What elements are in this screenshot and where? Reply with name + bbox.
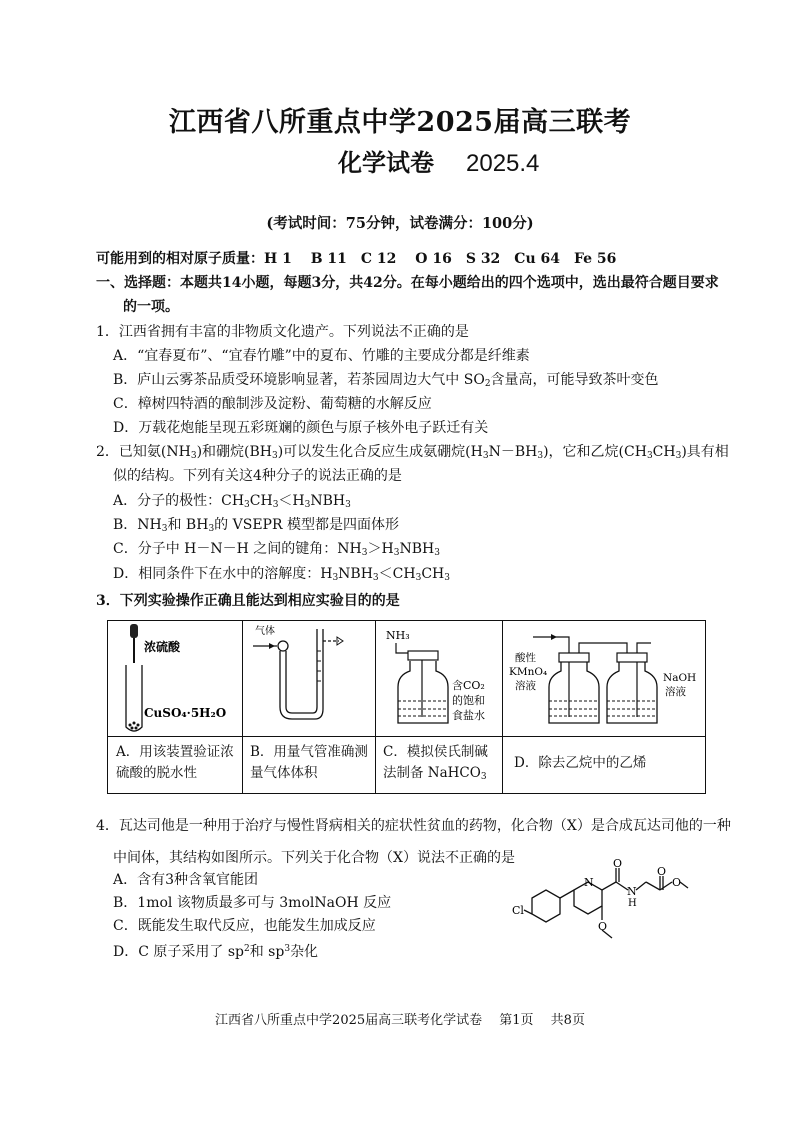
section-heading-line1: 一、选择题：本题共14小题，每题3分，共42分。在每小题给出的四个选项中，选出最符合题目要求: [96, 275, 719, 291]
exam-date: 2025.4: [466, 150, 540, 177]
q2-option-b: B．$NH_3$和 $BH_3$的 VSEPR 模型都是四面体形: [113, 517, 399, 534]
atomic-masses: 可能用到的相对原子质量：H 1 B 11 C 12 O 16 S 32 Cu 64 Fe 56: [96, 251, 617, 267]
atom-cl: Cl: [512, 904, 524, 917]
label-gas: 气体: [255, 626, 275, 637]
figure-a-apparatus: [108, 621, 242, 736]
dropper-bulb: [130, 624, 138, 638]
atom-h-amide: H: [628, 898, 637, 909]
atom-o-methoxy: O: [598, 920, 608, 933]
label-naoh: NaOH: [663, 672, 697, 684]
label-saturated: 的饱和: [452, 694, 485, 707]
gas-washing-bottle: [398, 661, 448, 723]
q1-option-b: B．庐山云雾茶品质受环境影响显著，若茶园周边大气中 $SO_2$含量高，可能导致茶叶变色: [113, 372, 659, 389]
atom-n-amide: N: [627, 885, 637, 898]
compound-x-structure: [512, 858, 692, 948]
bottle-stopper: [408, 651, 438, 660]
label-co2: 含CO₂: [452, 679, 485, 692]
q4-option-b: B．1mol 该物质最多可与 3molNaOH 反应: [113, 895, 392, 911]
label-brine: 食盐水: [452, 709, 485, 722]
q4-option-c: C．既能发生取代反应，也能发生加成反应: [113, 918, 376, 934]
label-solution-2: 溶液: [665, 686, 686, 698]
page-footer: 江西省八所重点中学2025届高三联考化学试卷 第1页 共8页: [215, 1013, 585, 1028]
q3-figure-table: [107, 620, 706, 794]
washing-bottle-2: [607, 662, 657, 723]
q3-caption-c: C．模拟侯氏制碱法制备 NaHCO$_3$: [383, 744, 488, 782]
stopcock: [278, 641, 288, 651]
q1-stem: 1．江西省拥有丰富的非物质文化遗产。下列说法不正确的是: [96, 324, 469, 340]
q2-option-d: D．相同条件下在水中的溶解度：$H_3NBH_3<CH_3CH_3$: [113, 566, 450, 583]
q2-option-a: A．分子的极性：$CH_3CH_3<H_3NBH_3$: [113, 493, 351, 510]
q4-option-a: A．含有3种含氧官能团: [113, 872, 259, 888]
subject-name: 化学试卷: [338, 148, 434, 177]
section-heading-line2: 的一项。: [123, 299, 179, 315]
atom-o-ester: O: [672, 876, 682, 889]
test-tube: [126, 665, 142, 731]
washing-bottle-1: [549, 662, 599, 723]
q2-option-c: C．分子中 H－N－H 之间的键角：$NH_3>H_3NBH_3$: [113, 541, 440, 558]
figure-d-apparatus: [503, 621, 705, 736]
label-conc-sulfuric-acid: 浓硫酸: [144, 640, 181, 654]
atom-o-ester-carbonyl: O: [657, 865, 667, 878]
label-acidic: 酸性: [515, 652, 536, 664]
atom-o-amide: O: [613, 858, 623, 870]
q4-stem-line1: 4．瓦达司他是一种用于治疗与慢性肾病相关的症状性贫血的药物，化合物（X）是合成瓦达司他的一种: [96, 818, 731, 834]
subject-title: [338, 143, 539, 178]
label-nh3: NH₃: [386, 629, 410, 642]
q1-option-d: D．万载花炮能呈现五彩斑斓的颜色与原子核外电子跃迁有关: [113, 420, 489, 436]
table-row-divider: [108, 736, 705, 737]
figure-b-apparatus: [243, 621, 375, 736]
exam-info: (考试时间：75分钟，试卷满分：100分): [266, 215, 534, 232]
atom-n-pyridine: N: [584, 876, 594, 889]
label-solution-1: 溶液: [515, 680, 536, 692]
figure-c-apparatus: [376, 621, 502, 736]
q3-caption-d: D．除去乙烷中的乙烯: [514, 755, 647, 771]
chlorophenyl-ring: [532, 890, 560, 922]
q1-option-c: C．樟树四特酒的酿制涉及淀粉、葡萄糖的水解反应: [113, 396, 432, 412]
exam-title: 江西省八所重点中学2025届高三联考: [168, 107, 632, 138]
q3-stem: 3．下列实验操作正确且能达到相应实验目的的是: [96, 593, 400, 609]
label-cuso4-hydrate: CuSO₄·5H₂O: [144, 706, 227, 720]
q2-stem-line1: 2．已知氨$(NH_3)$和硼烷$(BH_3)$可以发生化合反应生成氨硼烷$(H_3N-BH_3)$，它和乙烷$(CH_3CH_3)$具有相: [96, 444, 729, 461]
label-kmno4: KMnO₄: [509, 666, 548, 678]
q1-option-a: A．“宜春夏布”、“宜春竹雕”中的夏布、竹雕的主要成分都是纤维素: [113, 348, 530, 364]
q2-stem-line2: 似的结构。下列有关这4种分子的说法正确的是: [113, 468, 402, 484]
q4-stem-line2: 中间体，其结构如图所示。下列关于化合物（X）说法不正确的是: [113, 850, 515, 866]
q3-caption-a: A．用该装置验证浓硫酸的脱水性: [116, 744, 234, 781]
q3-caption-b: B．用量气管准确测量气体体积: [250, 744, 368, 781]
q4-option-d: D．C 原子采用了 $sp^2$和 $sp^3$杂化: [113, 944, 319, 960]
